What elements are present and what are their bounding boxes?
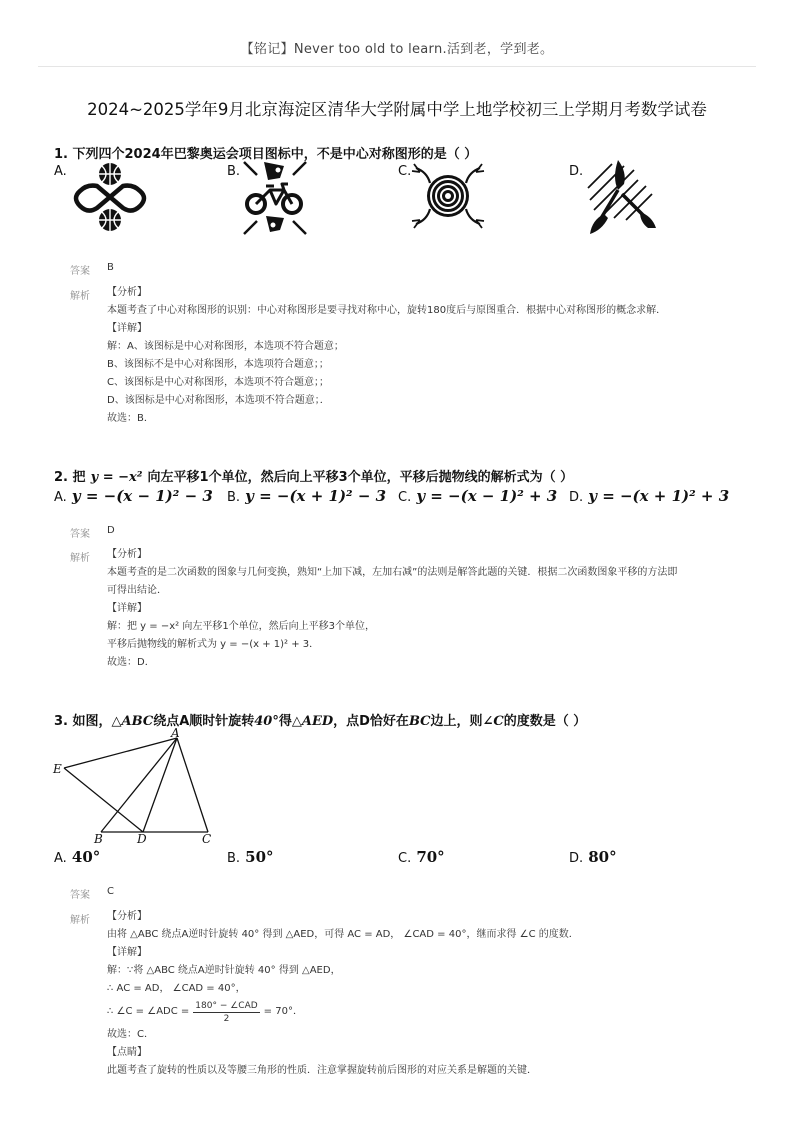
q2-option-expr: y = −(x + 1)² + 3 — [588, 487, 730, 505]
q1-stem: 1. 下列四个2024年巴黎奥运会项目图标中，不是中心对称图形的是（ ） — [54, 147, 478, 162]
q2-option-letter: B. — [227, 490, 241, 505]
q1-answer-value: B — [107, 262, 114, 273]
q3-stem-math: 40° — [254, 714, 279, 729]
triangle-rotation-figure — [50, 726, 230, 846]
q2-option-letter: C. — [398, 490, 412, 505]
point-e-label: E — [53, 762, 62, 776]
analysis-line: 故选：D． — [107, 657, 155, 668]
analysis-line: 解：∵将 △ABC 绕点A逆时针旋转 40° 得到 △AED， — [107, 965, 341, 976]
header-divider — [38, 66, 756, 67]
segment-ad — [143, 738, 177, 832]
q3-answer-label: 答案 — [70, 890, 90, 901]
analysis-line: 【分析】 — [107, 287, 147, 298]
q3-option-letter: D. — [569, 851, 584, 866]
q2-option-a — [54, 486, 213, 505]
q3-analysis-label: 解析 — [70, 915, 90, 926]
analysis-line: 【详解】 — [107, 323, 147, 334]
analysis-line: 故选：C． — [107, 1029, 154, 1040]
analysis-line: 【分析】 — [107, 911, 147, 922]
analysis-line: 故选：B． — [107, 413, 154, 424]
q3-stem-part: 边上，则 — [430, 714, 483, 729]
q2-option-letter: D. — [569, 490, 584, 505]
page-title: 2024~2025学年9月北京海淀区清华大学附属中学上地学校初三上学期月考数学试卷 — [87, 100, 707, 119]
q2-stem — [54, 466, 573, 485]
point-c-label: C — [202, 832, 212, 846]
q1-analysis-label: 解析 — [70, 291, 90, 302]
q2-option-d — [569, 486, 729, 505]
cycling-icon — [240, 158, 310, 238]
analysis-line: 本题考查的是二次函数的图象与几何变换，熟知“上加下减，左加右减”的法则是解答此题的关键．根据二次函数图象平移的方法即 — [107, 567, 678, 578]
segment-ed — [64, 768, 143, 832]
q3-stem-math: △AED — [291, 714, 334, 729]
q3-option-value: 80° — [588, 848, 617, 866]
q2-option-c — [398, 486, 557, 505]
q2-option-expr: y = −(x + 1)² − 3 — [245, 487, 387, 505]
q1-option-c-label: C. — [398, 164, 412, 179]
q1-option-d-label: D. — [569, 164, 584, 179]
archery-target-icon — [410, 158, 486, 234]
fraction-numerator: 180° − ∠CAD — [195, 1000, 258, 1011]
segment-ac — [177, 738, 208, 832]
q3-stem-part: 得 — [278, 714, 292, 729]
q3-stem-math: ∠C — [482, 714, 504, 729]
q3-stem-math: BC — [408, 714, 431, 729]
q3-stem-part: 3. 如图， — [54, 714, 112, 729]
point-a-label: A — [171, 726, 180, 740]
analysis-line: 解：把 y = −x² 向左平移1个单位，然后向上平移3个单位， — [107, 621, 376, 632]
rowing-icon — [582, 158, 660, 236]
analysis-line: 【详解】 — [107, 603, 147, 614]
segment-ae — [64, 738, 177, 768]
q3-option-b — [227, 847, 274, 866]
fraction-lead: ∴ ∠C = ∠ADC = — [107, 1006, 190, 1017]
basketball-icon — [70, 158, 154, 236]
q1-option-b-label: B. — [227, 164, 241, 179]
q3-option-c — [398, 847, 445, 866]
fraction — [193, 1000, 259, 1025]
q3-answer-value: C — [107, 886, 114, 897]
fraction-denominator: 2 — [223, 1013, 230, 1024]
analysis-line: ∴ AC = AD， ∠CAD = 40°， — [107, 983, 246, 994]
analysis-line: 此题考查了旋转的性质以及等腰三角形的性质．注意掌握旋转前后图形的对应关系是解题的关键． — [107, 1065, 537, 1076]
q3-option-letter: B. — [227, 851, 241, 866]
q2-answer-value: D — [107, 525, 115, 536]
analysis-line: 由将 △ABC 绕点A逆时针旋转 40° 得到 △AED，可得 AC = AD， ∠CAD = 40°，继而求得 ∠C 的度数． — [107, 929, 579, 940]
q3-option-letter: A. — [54, 851, 67, 866]
analysis-line: B、该图标不是中心对称图形，本选项符合题意；； — [107, 359, 329, 370]
q1-option-a-label: A. — [54, 164, 67, 179]
q1-answer-label: 答案 — [70, 266, 90, 277]
analysis-line: 【详解】 — [107, 947, 147, 958]
analysis-line: 本题考查了中心对称图形的识别：中心对称图形是要寻找对称中心，旋转180度后与原图重合．根据中心对称图形的概念求解． — [107, 305, 667, 316]
q3-option-a — [54, 847, 100, 866]
q3-stem-part: 绕点A顺时针旋转 — [153, 714, 255, 729]
analysis-line: 平移后抛物线的解析式为 y = −(x + 1)² + 3． — [107, 639, 320, 650]
q2-stem-prefix: 2. 把 — [54, 470, 86, 485]
q3-option-value: 70° — [416, 848, 445, 866]
analysis-line: D、该图标是中心对称图形，本选项不符合题意；． — [107, 395, 330, 406]
fraction-tail: = 70°． — [263, 1006, 303, 1017]
q2-analysis — [107, 546, 747, 672]
q2-option-expr: y = −(x − 1)² + 3 — [416, 487, 558, 505]
analysis-line: 解：A、该图标是中心对称图形，本选项不符合题意； — [107, 341, 344, 352]
analysis-line: 可得出结论． — [107, 585, 167, 596]
q3-option-d — [569, 847, 617, 866]
q3-option-value: 50° — [245, 848, 274, 866]
q2-stem-suffix: 向左平移1个单位，然后向上平移3个单位，平移后抛物线的解析式为（ ） — [147, 470, 574, 485]
point-d-label: D — [137, 832, 147, 846]
analysis-fraction-line — [107, 998, 747, 1026]
q2-analysis-label: 解析 — [70, 553, 90, 564]
q2-stem-expression: y = −x² — [90, 470, 143, 485]
q2-option-letter: A. — [54, 490, 67, 505]
q3-option-value: 40° — [71, 848, 101, 866]
analysis-line: C、该图标是中心对称图形，本选项不符合题意；； — [107, 377, 329, 388]
q3-stem-part: ，点D恰好在 — [333, 714, 409, 729]
point-b-label: B — [94, 832, 103, 846]
q2-option-b — [227, 486, 386, 505]
q3-stem-math: △ABC — [111, 714, 154, 729]
q3-stem-part: 的度数是（ ） — [503, 714, 587, 729]
q1-analysis — [107, 284, 747, 428]
analysis-line: 【分析】 — [107, 549, 147, 560]
page-motto: 【铭记】Never too old to learn.活到老，学到老。 — [240, 42, 554, 57]
analysis-line: 【点睛】 — [107, 1047, 147, 1058]
q3-analysis — [107, 908, 747, 1080]
segment-ab — [101, 738, 177, 832]
q2-answer-label: 答案 — [70, 529, 90, 540]
q2-option-expr: y = −(x − 1)² − 3 — [71, 487, 213, 505]
q3-option-letter: C. — [398, 851, 412, 866]
